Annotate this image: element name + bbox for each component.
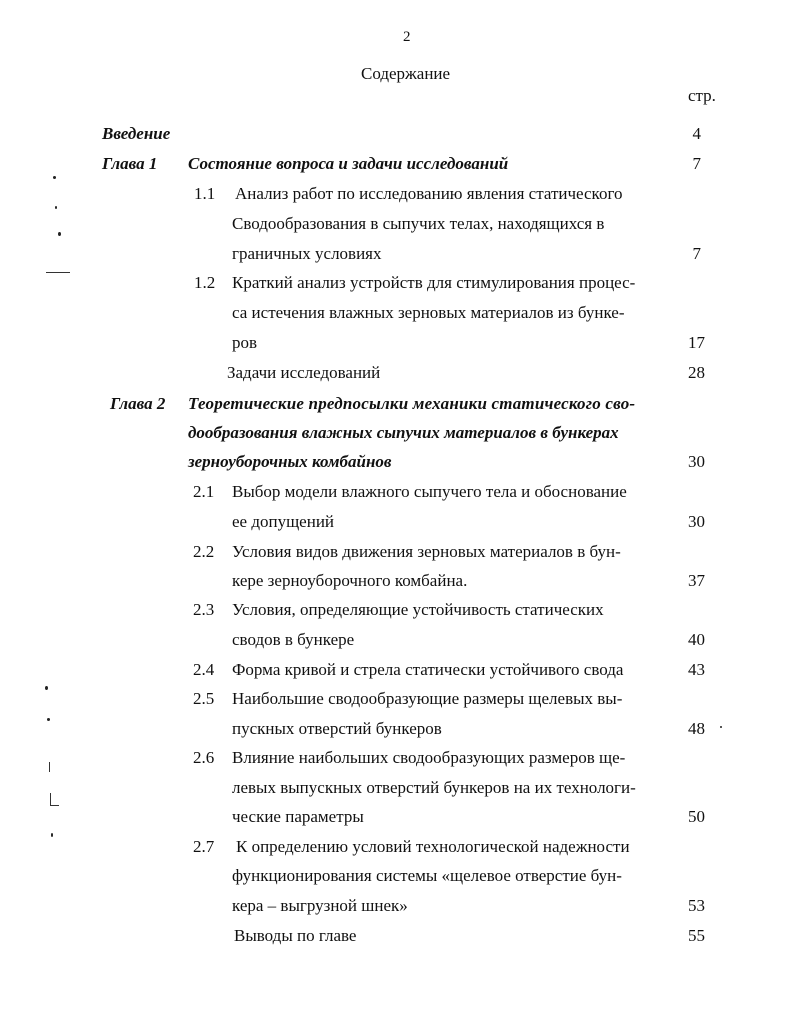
scan-artifact (55, 206, 57, 209)
toc-label-2-2: 2.2 (193, 542, 215, 561)
toc-page: 17 (688, 333, 705, 352)
toc-line: левых выпускных отверстий бункеров на их технологи- (232, 778, 636, 797)
scan-artifact (49, 762, 56, 772)
toc-line: Выбор модели влажного сыпучего тела и обоснование (232, 482, 627, 501)
scan-artifact (46, 266, 70, 273)
toc-page: 37 (688, 571, 705, 590)
toc-line: са истечения влажных зерновых материалов из бунке- (232, 303, 625, 322)
toc-line: Задачи исследований (227, 363, 381, 382)
toc-line: функционирования системы «щелевое отверстие бун- (232, 866, 622, 885)
toc-line: Влияние наибольших сводообразующих размеров ще- (232, 748, 626, 767)
toc-page: 53 (688, 896, 705, 915)
toc-page: 40 (688, 630, 705, 649)
toc-chapter-2-title: зерноуборочных комбайнов (188, 452, 392, 471)
toc-page: 4 (692, 124, 701, 143)
toc-line: Условия, определяющие устойчивость статических (232, 600, 604, 619)
scan-artifact (50, 793, 59, 806)
page-column-label: стр. (688, 86, 716, 105)
scan-artifact (720, 726, 722, 728)
toc-label-1-1: 1.1 (194, 184, 216, 203)
toc-line: ров (232, 333, 258, 352)
toc-line: Сводообразования в сыпучих телах, находящихся в (232, 214, 605, 233)
toc-page: 7 (692, 244, 701, 263)
toc-label-2-4: 2.4 (193, 660, 215, 679)
toc-line: кера – выгрузной шнек» (232, 896, 408, 915)
toc-line: ее допущений (232, 512, 335, 531)
toc-page: 50 (688, 807, 705, 826)
scan-artifact (45, 686, 48, 690)
toc-line: кере зерноуборочного комбайна. (232, 571, 468, 590)
toc-label-2-1: 2.1 (193, 482, 215, 501)
toc-page: 55 (688, 926, 705, 945)
toc-line: Условия видов движения зерновых материалов в бун- (232, 542, 621, 561)
toc-chapter-2-title: Теоретические предпосылки механики статического сво- (188, 394, 636, 413)
toc-label-2-6: 2.6 (193, 748, 215, 767)
scan-artifact (53, 176, 56, 179)
toc-page: 48 (688, 719, 705, 738)
scan-artifact (47, 718, 50, 721)
toc-line: сводов в бункере (232, 630, 355, 649)
toc-label-1-2: 1.2 (194, 273, 216, 292)
toc-line: Выводы по главе (234, 926, 357, 945)
toc-page: 28 (688, 363, 705, 382)
toc-line: К определению условий технологической надежности (236, 837, 630, 856)
page-number: 2 (403, 29, 411, 45)
toc-label-2-7: 2.7 (193, 837, 215, 856)
toc-line: ческие параметры (232, 807, 364, 826)
page-title: Содержание (361, 64, 451, 83)
toc-line: Форма кривой и стрела статически устойчивого свода (232, 660, 624, 679)
toc-line: Наибольшие сводообразующие размеры щелевых вы- (232, 689, 623, 708)
toc-page: 30 (688, 452, 705, 471)
toc-line: граничных условиях (232, 244, 382, 263)
toc-label-chapter-2: Глава 2 (110, 394, 166, 413)
toc-page: 7 (692, 154, 701, 173)
toc-label-chapter-1: Глава 1 (102, 154, 158, 173)
toc-line: Анализ работ по исследованию явления статического (235, 184, 623, 203)
toc-line: Краткий анализ устройств для стимулирования процес- (232, 273, 636, 292)
scan-artifact (51, 833, 53, 837)
toc-label-intro: Введение (102, 124, 171, 143)
toc-chapter-1-title: Состояние вопроса и задачи исследований (188, 154, 509, 173)
scan-artifact (58, 232, 61, 236)
toc-label-2-5: 2.5 (193, 689, 215, 708)
toc-line: пускных отверстий бункеров (232, 719, 442, 738)
toc-chapter-2-title: дообразования влажных сыпучих материалов в бункерах (188, 423, 619, 442)
toc-page: 43 (688, 660, 705, 679)
toc-page: 30 (688, 512, 705, 531)
toc-label-2-3: 2.3 (193, 600, 215, 619)
